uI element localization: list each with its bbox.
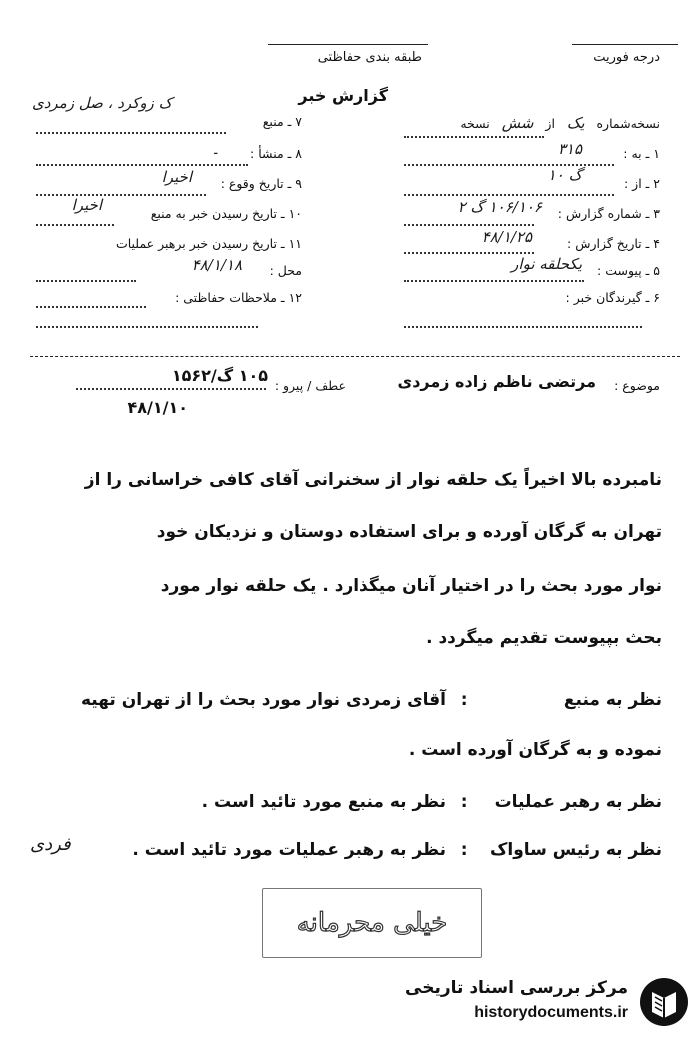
field-report-number-label: ۳ ـ شماره گزارش : [557, 206, 660, 221]
field-to-dots [404, 164, 614, 166]
reference-dots [76, 388, 266, 390]
chief-note-colon: : [460, 840, 468, 860]
field-attachment-value: یکحلقه نوار [511, 255, 582, 273]
copy-suffix: نسخه [460, 116, 490, 131]
subject-value: مرتضی ناظم زاده زمردی [397, 372, 596, 391]
field-place-label: محل : [269, 263, 302, 278]
field-ops-receipt-date-label: ۱۱ ـ تاریخ رسیدن خبر برهبر عملیات [115, 236, 302, 251]
copy-number-handwritten: یک [566, 114, 585, 132]
copy-line-dots [404, 136, 544, 138]
field-security-notes-dots [36, 306, 146, 308]
field-recipients-dots [404, 326, 642, 328]
subject-label: موضوع : [614, 378, 660, 393]
ops-note-label: نظر به رهبر عملیات [494, 792, 662, 812]
field-report-number-dots [404, 224, 534, 226]
field-security-notes-dots-2 [36, 326, 258, 328]
classification-box-line [268, 44, 428, 45]
report-title: گزارش خبر [298, 86, 388, 105]
field-attachment-dots [404, 280, 584, 282]
reference-date: ۴۸/۱/۱۰ [127, 398, 188, 417]
reference-number: ۱۰۵ گ/۱۵۶۲ [171, 366, 268, 385]
field-report-number-value: ۱۰۶/۱۰۶ گ ۲ [457, 198, 542, 216]
copy-line [460, 114, 660, 132]
field-from-dots [404, 194, 614, 196]
urgency-label: درجه فوریت [593, 50, 660, 65]
footer-url: historydocuments.ir [474, 1004, 628, 1021]
book-logo-icon [638, 976, 690, 1028]
field-source-dots [36, 132, 226, 134]
source-note-text: آقای زمردی نوار مورد بحث را از تهران تهیه [80, 690, 446, 710]
field-report-date-label: ۴ ـ تاریخ گزارش : [567, 236, 660, 251]
body-line-2: تهران به گرگان آورده و برای استفاده دوستان و نزدیکان خود [156, 522, 662, 542]
field-report-date-dots [404, 252, 534, 254]
chief-note-initials: فردی [30, 834, 71, 855]
field-origin-label: ۸ ـ منشأ : [250, 146, 302, 161]
body-line-1: نامبرده بالا اخیراً یک حلقه نوار از سخنرانی آقای کافی خراسانی را از [84, 470, 662, 490]
source-note-colon: : [460, 690, 468, 710]
field-from-label: ۲ ـ از : [623, 176, 660, 191]
field-to-value: ۳۱۵ [557, 140, 582, 158]
copy-total-handwritten: شش [501, 114, 534, 132]
footer-org-name: مرکز بررسی اسناد تاریخی [405, 978, 628, 998]
copy-prefix: نسخه‌شماره [596, 116, 660, 131]
field-source-value: ک‌ زوکرد ، صل زمردی [32, 94, 172, 112]
field-occurrence-date-dots [36, 194, 206, 196]
classification-label: طبقه بندی حفاظتی [317, 50, 422, 65]
section-divider [30, 356, 680, 357]
field-security-notes-label: ۱۲ ـ ملاحظات حفاظتی : [175, 290, 302, 305]
ops-note-colon: : [460, 792, 468, 812]
field-source-receipt-date-dots [36, 224, 114, 226]
field-origin-value: ۔ [211, 140, 220, 158]
field-place-value: ۴۸/۱/۱۸ [191, 256, 242, 274]
field-attachment-label: ۵ ـ پیوست : [597, 263, 660, 278]
chief-note-text: نظر به رهبر عملیات مورد تائید است . [132, 840, 446, 860]
field-occurrence-date-label: ۹ ـ تاریخ وقوع : [220, 176, 302, 191]
field-to-label: ۱ ـ به : [623, 146, 660, 161]
field-origin-dots [36, 164, 248, 166]
body-line-3: نوار مورد بحث را در اختیار آنان میگذارد . یک حلقه نوار مورد [160, 576, 662, 596]
body-line-4: بحث بپیوست تقدیم میگردد . [426, 628, 662, 648]
field-occurrence-date-value: اخیرا [161, 168, 192, 186]
field-source-receipt-date-value: اخیرا [71, 196, 102, 214]
footer-watermark [400, 972, 690, 1032]
confidential-stamp [262, 888, 482, 958]
ops-note-text: نظر به منبع مورد تائید است . [201, 792, 446, 812]
field-recipients-label: ۶ ـ گیرندگان خبر : [565, 290, 660, 305]
source-note-text-2: نموده و به گرگان آورده است . [408, 740, 662, 760]
urgency-box-line [572, 44, 678, 45]
stamp-text: خیلی محرمانه [296, 908, 448, 938]
copy-from-label: از [545, 116, 555, 131]
field-source-label: ۷ ـ منبع [262, 114, 302, 129]
field-report-date-value: ۴۸/۱/۲۵ [481, 228, 532, 246]
chief-note-label: نظر به رئیس ساواک [489, 840, 662, 860]
field-from-value: گ ۱۰ [547, 166, 582, 184]
source-note-label: نظر به منبع [563, 690, 662, 710]
reference-label: عطف / پیرو : [274, 378, 346, 393]
field-place-dots [36, 280, 136, 282]
field-source-receipt-date-label: ۱۰ ـ تاریخ رسیدن خبر به منبع [150, 206, 302, 221]
